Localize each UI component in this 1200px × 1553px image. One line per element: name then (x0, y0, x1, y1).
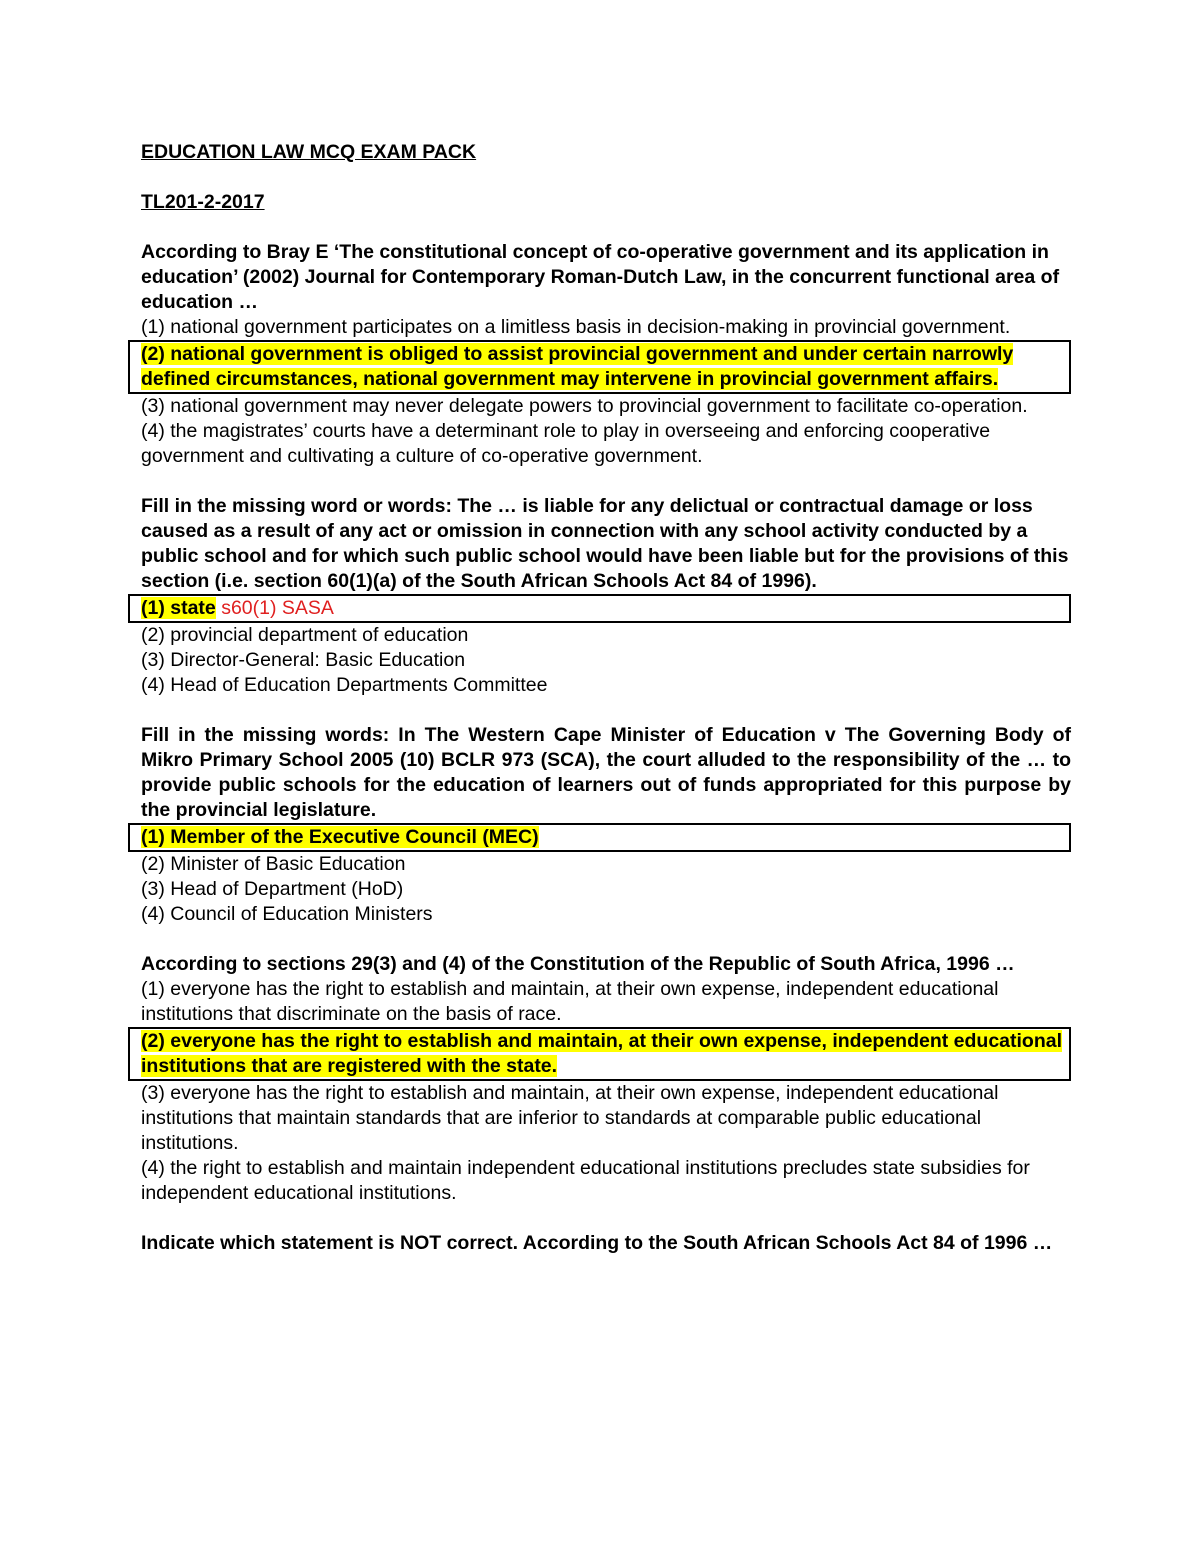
question-3 (141, 723, 1071, 927)
question-stem: Fill in the missing words: In The Western Cape Minister of Education v The Governing Body of Mikro Primary School 2005 (10) BCLR 973 (SCA), the court alluded to the responsibility of the … to provide public schools for the education of learners out of funds appropriated for this purpose by the provincial legislature. (141, 724, 1071, 821)
correct-answer-option (128, 594, 1071, 623)
answer-option: (2) provincial department of education (141, 624, 469, 646)
question-4 (141, 952, 1071, 1206)
question-2 (141, 494, 1071, 698)
question-stem: According to sections 29(3) and (4) of the Constitution of the Republic of South Africa, 1996 … (141, 953, 1015, 975)
highlighted-answer-text: (1) Member of the Executive Council (MEC) (141, 826, 539, 848)
correct-answer-option (128, 340, 1071, 394)
question-stem: Indicate which statement is NOT correct. According to the South African Schools Act 84 of 1996 … (141, 1232, 1053, 1254)
answer-option: (3) everyone has the right to establish and maintain, at their own expense, independent educational institutions that maintain standards that are inferior to standards at comparable public educational institutions. (141, 1082, 999, 1154)
question-1 (141, 240, 1071, 469)
answer-option: (4) the right to establish and maintain independent educational institutions precludes state subsidies for independent educational institutions. (141, 1157, 1030, 1204)
answer-option: (1) everyone has the right to establish and maintain, at their own expense, independent educational institutions that discriminate on the basis of race. (141, 978, 999, 1025)
document-title: EDUCATION LAW MCQ EXAM PACK (141, 141, 477, 163)
highlighted-answer-text: (2) national government is obliged to assist provincial government and under certain narrowly defined circumstances, national government may intervene in provincial government affairs. (141, 343, 1014, 390)
answer-note: s60(1) SASA (221, 597, 334, 619)
question-5 (141, 1231, 1071, 1256)
question-stem: According to Bray E ‘The constitutional concept of co-operative government and its application in education’ (2002) Journal for Contemporary Roman-Dutch Law, in the concurrent functional area of education … (141, 241, 1060, 313)
question-stem: Fill in the missing word or words: The … is liable for any delictual or contractual damage or loss caused as a result of any act or omission in connection with any school activity conducted by a public school and for which such public school would have been liable but for the provisions of this section (i.e. section 60(1)(a) of the South African Schools Act 84 of 1996). (141, 495, 1069, 592)
document-code: TL201-2-2017 (141, 191, 265, 213)
answer-option: (3) national government may never delegate powers to provincial government to facilitate co-operation. (141, 395, 1028, 417)
answer-option: (4) Head of Education Departments Committee (141, 674, 548, 696)
answer-option: (1) national government participates on a limitless basis in decision-making in provincial government. (141, 316, 1011, 338)
correct-answer-option (128, 823, 1071, 852)
answer-option: (4) Council of Education Ministers (141, 903, 433, 925)
highlighted-answer-text: (1) state (141, 597, 216, 619)
answer-option: (2) Minister of Basic Education (141, 853, 406, 875)
document-body (141, 140, 1071, 1281)
correct-answer-option (128, 1027, 1071, 1081)
answer-option: (4) the magistrates’ courts have a determinant role to play in overseeing and enforcing cooperative government and cultivating a culture of co-operative government. (141, 420, 991, 467)
answer-option: (3) Head of Department (HoD) (141, 878, 404, 900)
answer-option: (3) Director-General: Basic Education (141, 649, 466, 671)
highlighted-answer-text: (2) everyone has the right to establish and maintain, at their own expense, independent educational institutions that are registered with the state. (141, 1030, 1063, 1077)
